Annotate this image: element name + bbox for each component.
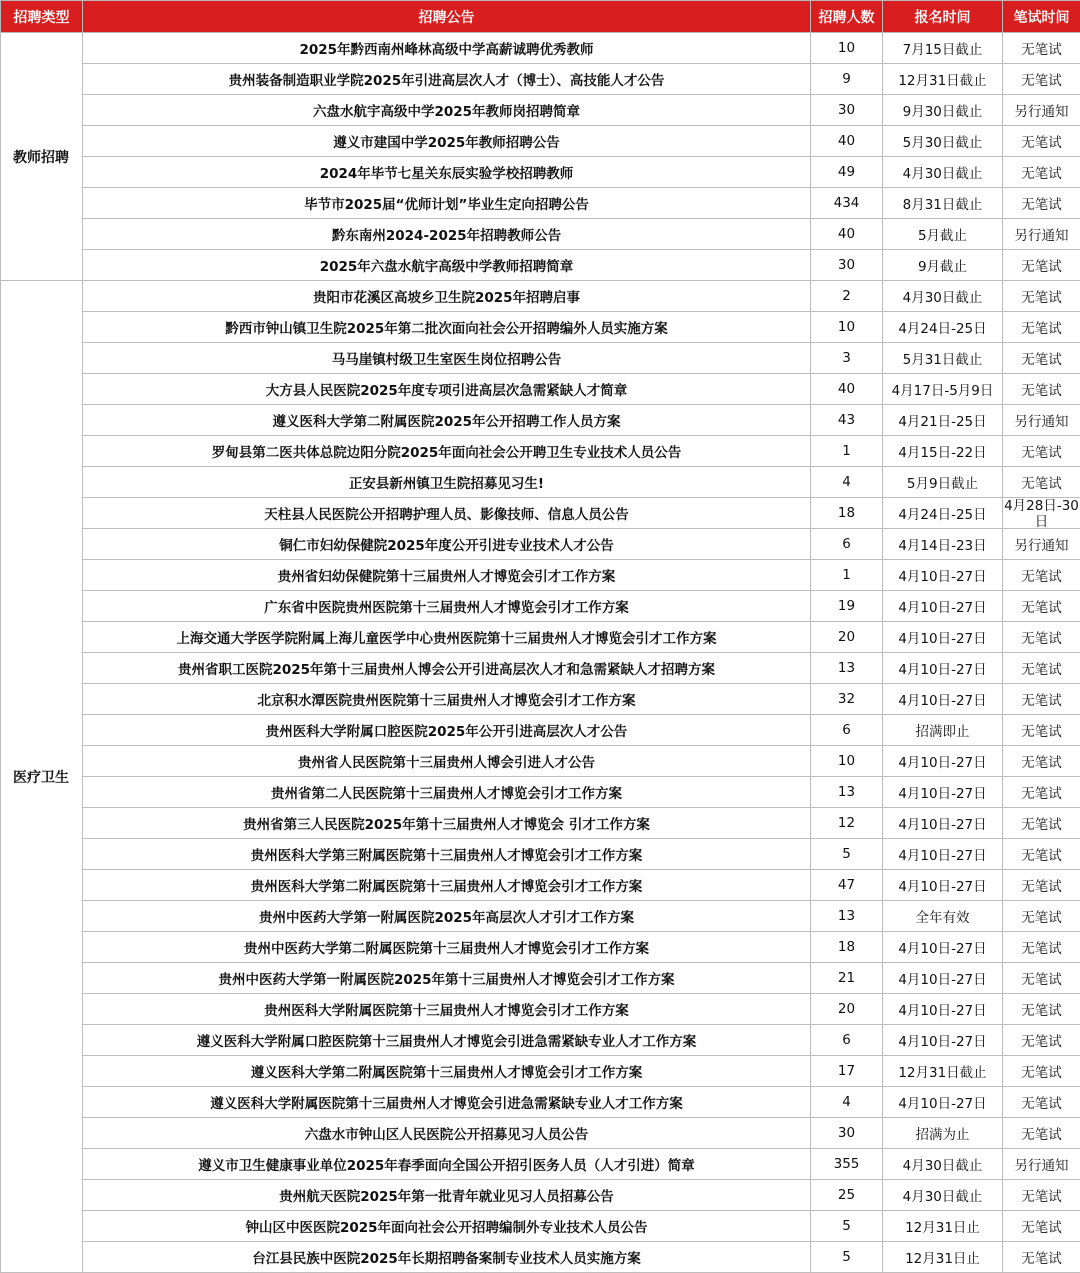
table-row bbox=[1, 436, 1080, 467]
exam-time-cell: 另行通知 bbox=[1003, 405, 1080, 436]
table-row bbox=[1, 1087, 1080, 1118]
registration-time-cell: 5月截止 bbox=[883, 219, 1003, 250]
exam-time-cell: 无笔试 bbox=[1003, 1056, 1080, 1087]
registration-time-cell: 4月21日-25日 bbox=[883, 405, 1003, 436]
table-row bbox=[1, 64, 1080, 95]
announcement-title-cell: 罗甸县第二医共体总院边阳分院2025年面向社会公开聘卫生专业技术人员公告 bbox=[83, 436, 811, 467]
table-row bbox=[1, 963, 1080, 994]
recruit-count-cell: 355 bbox=[811, 1149, 883, 1180]
recruit-count-cell: 43 bbox=[811, 405, 883, 436]
exam-time-cell: 无笔试 bbox=[1003, 250, 1080, 281]
registration-time-cell: 4月10日-27日 bbox=[883, 1087, 1003, 1118]
exam-time-cell: 无笔试 bbox=[1003, 684, 1080, 715]
exam-time-cell: 无笔试 bbox=[1003, 1211, 1080, 1242]
registration-time-cell: 12月31日止 bbox=[883, 1242, 1003, 1273]
announcement-title-cell: 贵州医科大学第三附属医院第十三届贵州人才博览会引才工作方案 bbox=[83, 839, 811, 870]
recruit-count-cell: 19 bbox=[811, 591, 883, 622]
registration-time-cell: 4月24日-25日 bbox=[883, 498, 1003, 529]
registration-time-cell: 4月10日-27日 bbox=[883, 808, 1003, 839]
exam-time-cell bbox=[1003, 498, 1080, 529]
table-row bbox=[1, 467, 1080, 498]
announcement-title-cell: 广东省中医院贵州医院第十三届贵州人才博览会引才工作方案 bbox=[83, 591, 811, 622]
recruit-count-cell: 30 bbox=[811, 1118, 883, 1149]
recruit-count-cell: 5 bbox=[811, 1242, 883, 1273]
announcement-title-cell: 贵州中医药大学第一附属医院2025年第十三届贵州人才博览会引才工作方案 bbox=[83, 963, 811, 994]
recruit-count-cell: 12 bbox=[811, 808, 883, 839]
recruit-count-cell: 40 bbox=[811, 374, 883, 405]
registration-time-cell: 4月24日-25日 bbox=[883, 312, 1003, 343]
exam-time-cell: 无笔试 bbox=[1003, 436, 1080, 467]
announcement-title-cell: 贵州省职工医院2025年第十三届贵州人博会公开引进高层次人才和急需紧缺人才招聘方案 bbox=[83, 653, 811, 684]
announcement-title-cell: 六盘水市钟山区人民医院公开招募见习人员公告 bbox=[83, 1118, 811, 1149]
exam-time-cell: 无笔试 bbox=[1003, 1242, 1080, 1273]
table-row bbox=[1, 684, 1080, 715]
announcement-title-cell: 遵义市卫生健康事业单位2025年春季面向全国公开招引医务人员（人才引进）简章 bbox=[83, 1149, 811, 1180]
registration-time-cell: 4月10日-27日 bbox=[883, 653, 1003, 684]
announcement-title-cell: 遵义市建国中学2025年教师招聘公告 bbox=[83, 126, 811, 157]
exam-time-cell: 无笔试 bbox=[1003, 157, 1080, 188]
table-row bbox=[1, 715, 1080, 746]
registration-time-cell: 4月30日截止 bbox=[883, 157, 1003, 188]
registration-time-cell: 4月10日-27日 bbox=[883, 994, 1003, 1025]
exam-time-cell: 无笔试 bbox=[1003, 560, 1080, 591]
exam-time-cell: 无笔试 bbox=[1003, 839, 1080, 870]
registration-time-cell: 4月30日截止 bbox=[883, 281, 1003, 312]
header-exam-time: 笔试时间 bbox=[1003, 1, 1080, 33]
header-announcement: 招聘公告 bbox=[83, 1, 811, 33]
registration-time-cell: 招满为止 bbox=[883, 1118, 1003, 1149]
announcement-title-cell: 贵州装备制造职业学院2025年引进高层次人才（博士）、高技能人才公告 bbox=[83, 64, 811, 95]
registration-time-cell: 12月31日止 bbox=[883, 1211, 1003, 1242]
recruit-count-cell: 1 bbox=[811, 560, 883, 591]
registration-time-cell: 4月10日-27日 bbox=[883, 870, 1003, 901]
registration-time-cell: 4月15日-22日 bbox=[883, 436, 1003, 467]
exam-time-cell: 无笔试 bbox=[1003, 746, 1080, 777]
header-registration-time: 报名时间 bbox=[883, 1, 1003, 33]
exam-time-cell: 另行通知 bbox=[1003, 529, 1080, 560]
exam-time-cell: 另行通知 bbox=[1003, 1149, 1080, 1180]
recruit-count-cell: 2 bbox=[811, 281, 883, 312]
recruit-count-cell: 17 bbox=[811, 1056, 883, 1087]
header-count: 招聘人数 bbox=[811, 1, 883, 33]
registration-time-cell: 4月10日-27日 bbox=[883, 777, 1003, 808]
exam-time-cell: 无笔试 bbox=[1003, 374, 1080, 405]
recruit-count-cell: 1 bbox=[811, 436, 883, 467]
registration-time-cell: 全年有效 bbox=[883, 901, 1003, 932]
table-row bbox=[1, 808, 1080, 839]
announcement-title-cell: 大方县人民医院2025年度专项引进高层次急需紧缺人才简章 bbox=[83, 374, 811, 405]
exam-time-cell: 无笔试 bbox=[1003, 994, 1080, 1025]
exam-time-cell: 无笔试 bbox=[1003, 932, 1080, 963]
exam-time-cell: 无笔试 bbox=[1003, 312, 1080, 343]
table-row bbox=[1, 250, 1080, 281]
recruit-count-cell: 6 bbox=[811, 1025, 883, 1056]
table-row bbox=[1, 777, 1080, 808]
announcement-title-cell: 遵义医科大学附属口腔医院第十三届贵州人才博览会引进急需紧缺专业人才工作方案 bbox=[83, 1025, 811, 1056]
announcement-title-cell: 黔东南州2024-2025年招聘教师公告 bbox=[83, 219, 811, 250]
recruit-count-cell: 6 bbox=[811, 715, 883, 746]
recruit-count-cell: 5 bbox=[811, 839, 883, 870]
table-row bbox=[1, 1180, 1080, 1211]
header-row bbox=[1, 1, 1080, 33]
table-row bbox=[1, 870, 1080, 901]
category-cell: 教师招聘 bbox=[1, 33, 83, 281]
registration-time-cell: 4月10日-27日 bbox=[883, 746, 1003, 777]
announcement-title-cell: 黔西市钟山镇卫生院2025年第二批次面向社会公开招聘编外人员实施方案 bbox=[83, 312, 811, 343]
exam-time-cell: 无笔试 bbox=[1003, 33, 1080, 64]
recruit-count-cell: 5 bbox=[811, 1211, 883, 1242]
recruit-count-cell: 13 bbox=[811, 901, 883, 932]
announcement-title-cell: 钟山区中医医院2025年面向社会公开招聘编制外专业技术人员公告 bbox=[83, 1211, 811, 1242]
table-row bbox=[1, 343, 1080, 374]
announcement-title-cell: 贵州省人民医院第十三届贵州人博会引进人才公告 bbox=[83, 746, 811, 777]
recruit-count-cell: 18 bbox=[811, 932, 883, 963]
table-row bbox=[1, 1149, 1080, 1180]
recruit-count-cell: 30 bbox=[811, 250, 883, 281]
registration-time-cell: 招满即止 bbox=[883, 715, 1003, 746]
exam-time-cell: 无笔试 bbox=[1003, 281, 1080, 312]
announcement-title-cell: 贵州医科大学附属医院第十三届贵州人才博览会引才工作方案 bbox=[83, 994, 811, 1025]
registration-time-cell: 4月30日截止 bbox=[883, 1149, 1003, 1180]
table-row bbox=[1, 560, 1080, 591]
announcement-title-cell: 贵州医科大学附属口腔医院2025年公开引进高层次人才公告 bbox=[83, 715, 811, 746]
registration-time-cell: 12月31日截止 bbox=[883, 64, 1003, 95]
table-row bbox=[1, 1025, 1080, 1056]
table-row bbox=[1, 591, 1080, 622]
recruit-count-cell: 6 bbox=[811, 529, 883, 560]
registration-time-cell: 4月10日-27日 bbox=[883, 560, 1003, 591]
table-row bbox=[1, 157, 1080, 188]
recruit-count-cell: 4 bbox=[811, 467, 883, 498]
announcement-title-cell: 贵阳市花溪区高坡乡卫生院2025年招聘启事 bbox=[83, 281, 811, 312]
exam-time-cell: 无笔试 bbox=[1003, 343, 1080, 374]
exam-time-cell: 无笔试 bbox=[1003, 1087, 1080, 1118]
registration-time-cell: 5月31日截止 bbox=[883, 343, 1003, 374]
table-row bbox=[1, 901, 1080, 932]
announcement-title-cell: 贵州中医药大学第二附属医院第十三届贵州人才博览会引才工作方案 bbox=[83, 932, 811, 963]
recruit-count-cell: 10 bbox=[811, 312, 883, 343]
exam-time-cell: 无笔试 bbox=[1003, 901, 1080, 932]
announcement-title-cell: 上海交通大学医学院附属上海儿童医学中心贵州医院第十三届贵州人才博览会引才工作方案 bbox=[83, 622, 811, 653]
registration-time-cell: 12月31日截止 bbox=[883, 1056, 1003, 1087]
table-row bbox=[1, 312, 1080, 343]
table-row bbox=[1, 622, 1080, 653]
exam-time-cell: 无笔试 bbox=[1003, 1180, 1080, 1211]
registration-time-cell: 9月30日截止 bbox=[883, 95, 1003, 126]
exam-time-cell: 无笔试 bbox=[1003, 963, 1080, 994]
announcement-title-cell: 贵州航天医院2025年第一批青年就业见习人员招募公告 bbox=[83, 1180, 811, 1211]
registration-time-cell: 4月10日-27日 bbox=[883, 932, 1003, 963]
recruit-count-cell: 13 bbox=[811, 653, 883, 684]
table-row bbox=[1, 374, 1080, 405]
registration-time-cell: 4月10日-27日 bbox=[883, 684, 1003, 715]
recruit-count-cell: 30 bbox=[811, 95, 883, 126]
announcement-title-cell: 贵州省第三人民医院2025年第十三届贵州人才博览会 引才工作方案 bbox=[83, 808, 811, 839]
registration-time-cell: 4月10日-27日 bbox=[883, 622, 1003, 653]
table-row bbox=[1, 932, 1080, 963]
recruit-count-cell: 40 bbox=[811, 126, 883, 157]
exam-time-cell: 无笔试 bbox=[1003, 591, 1080, 622]
table-row bbox=[1, 33, 1080, 64]
recruit-count-cell: 13 bbox=[811, 777, 883, 808]
exam-time-cell: 无笔试 bbox=[1003, 1118, 1080, 1149]
table-row bbox=[1, 1242, 1080, 1273]
recruit-count-cell: 3 bbox=[811, 343, 883, 374]
recruit-count-cell: 10 bbox=[811, 33, 883, 64]
registration-time-cell: 4月17日-5月9日 bbox=[883, 374, 1003, 405]
exam-time-cell: 无笔试 bbox=[1003, 870, 1080, 901]
announcement-title-cell: 2025年六盘水航宇高级中学教师招聘简章 bbox=[83, 250, 811, 281]
registration-time-cell: 4月10日-27日 bbox=[883, 591, 1003, 622]
announcement-title-cell: 贵州医科大学第二附属医院第十三届贵州人才博览会引才工作方案 bbox=[83, 870, 811, 901]
exam-time-cell: 无笔试 bbox=[1003, 1025, 1080, 1056]
table-row bbox=[1, 188, 1080, 219]
recruit-count-cell: 10 bbox=[811, 746, 883, 777]
announcement-title-cell: 遵义医科大学附属医院第十三届贵州人才博览会引进急需紧缺专业人才工作方案 bbox=[83, 1087, 811, 1118]
announcement-title-cell: 台江县民族中医院2025年长期招聘备案制专业技术人员实施方案 bbox=[83, 1242, 811, 1273]
category-cell: 医疗卫生 bbox=[1, 281, 83, 1273]
table-row bbox=[1, 498, 1080, 529]
exam-time-cell: 无笔试 bbox=[1003, 622, 1080, 653]
exam-time-cell: 另行通知 bbox=[1003, 95, 1080, 126]
recruit-count-cell: 21 bbox=[811, 963, 883, 994]
registration-time-cell: 8月31日截止 bbox=[883, 188, 1003, 219]
exam-time-cell: 无笔试 bbox=[1003, 653, 1080, 684]
registration-time-cell: 9月截止 bbox=[883, 250, 1003, 281]
exam-time-cell: 无笔试 bbox=[1003, 777, 1080, 808]
recruit-count-cell: 9 bbox=[811, 64, 883, 95]
registration-time-cell: 4月10日-27日 bbox=[883, 963, 1003, 994]
announcement-title-cell: 遵义医科大学第二附属医院第十三届贵州人才博览会引才工作方案 bbox=[83, 1056, 811, 1087]
exam-time-cell: 无笔试 bbox=[1003, 188, 1080, 219]
announcement-title-cell: 毕节市2025届“优师计划”毕业生定向招聘公告 bbox=[83, 188, 811, 219]
registration-time-cell: 4月10日-27日 bbox=[883, 1025, 1003, 1056]
recruit-count-cell: 47 bbox=[811, 870, 883, 901]
announcement-title-cell: 六盘水航宇高级中学2025年教师岗招聘简章 bbox=[83, 95, 811, 126]
announcement-title-cell: 正安县新州镇卫生院招募见习生! bbox=[83, 467, 811, 498]
table-row bbox=[1, 994, 1080, 1025]
recruit-count-cell: 25 bbox=[811, 1180, 883, 1211]
header-category: 招聘类型 bbox=[1, 1, 83, 33]
announcement-title-cell: 天柱县人民医院公开招聘护理人员、影像技师、信息人员公告 bbox=[83, 498, 811, 529]
table-row bbox=[1, 529, 1080, 560]
recruit-count-cell: 18 bbox=[811, 498, 883, 529]
announcement-title-cell: 2024年毕节七星关东辰实验学校招聘教师 bbox=[83, 157, 811, 188]
table-row bbox=[1, 1118, 1080, 1149]
registration-time-cell: 4月14日-23日 bbox=[883, 529, 1003, 560]
exam-time-cell: 无笔试 bbox=[1003, 126, 1080, 157]
table-row bbox=[1, 746, 1080, 777]
table-row bbox=[1, 1211, 1080, 1242]
announcement-title-cell: 贵州省妇幼保健院第十三届贵州人才博览会引才工作方案 bbox=[83, 560, 811, 591]
registration-time-cell: 7月15日截止 bbox=[883, 33, 1003, 64]
recruit-count-cell: 32 bbox=[811, 684, 883, 715]
registration-time-cell: 4月10日-27日 bbox=[883, 839, 1003, 870]
table-row bbox=[1, 839, 1080, 870]
table-body bbox=[1, 33, 1080, 1273]
table-row bbox=[1, 219, 1080, 250]
exam-time-cell: 无笔试 bbox=[1003, 467, 1080, 498]
recruit-count-cell: 40 bbox=[811, 219, 883, 250]
registration-time-cell: 5月30日截止 bbox=[883, 126, 1003, 157]
registration-time-cell: 5月9日截止 bbox=[883, 467, 1003, 498]
announcement-title-cell: 铜仁市妇幼保健院2025年度公开引进专业技术人才公告 bbox=[83, 529, 811, 560]
recruit-count-cell: 20 bbox=[811, 994, 883, 1025]
registration-time-cell: 4月30日截止 bbox=[883, 1180, 1003, 1211]
table-row bbox=[1, 653, 1080, 684]
table-row bbox=[1, 126, 1080, 157]
recruit-count-cell: 20 bbox=[811, 622, 883, 653]
recruit-count-cell: 434 bbox=[811, 188, 883, 219]
exam-time-cell: 另行通知 bbox=[1003, 219, 1080, 250]
recruit-count-cell: 49 bbox=[811, 157, 883, 188]
announcement-title-cell: 北京积水潭医院贵州医院第十三届贵州人才博览会引才工作方案 bbox=[83, 684, 811, 715]
exam-time-cell: 无笔试 bbox=[1003, 715, 1080, 746]
announcement-title-cell: 贵州中医药大学第一附属医院2025年高层次人才引才工作方案 bbox=[83, 901, 811, 932]
table-row bbox=[1, 281, 1080, 312]
announcement-title-cell: 遵义医科大学第二附属医院2025年公开招聘工作人员方案 bbox=[83, 405, 811, 436]
announcement-title-cell: 2025年黔西南州峰林高级中学高薪诚聘优秀教师 bbox=[83, 33, 811, 64]
recruit-count-cell: 4 bbox=[811, 1087, 883, 1118]
exam-time-text: 4月28日-30日 bbox=[1003, 498, 1080, 528]
table-row bbox=[1, 405, 1080, 436]
table-row bbox=[1, 1056, 1080, 1087]
exam-time-cell: 无笔试 bbox=[1003, 808, 1080, 839]
announcement-title-cell: 贵州省第二人民医院第十三届贵州人才博览会引才工作方案 bbox=[83, 777, 811, 808]
table-row bbox=[1, 95, 1080, 126]
announcement-title-cell: 马马崖镇村级卫生室医生岗位招聘公告 bbox=[83, 343, 811, 374]
exam-time-cell: 无笔试 bbox=[1003, 64, 1080, 95]
